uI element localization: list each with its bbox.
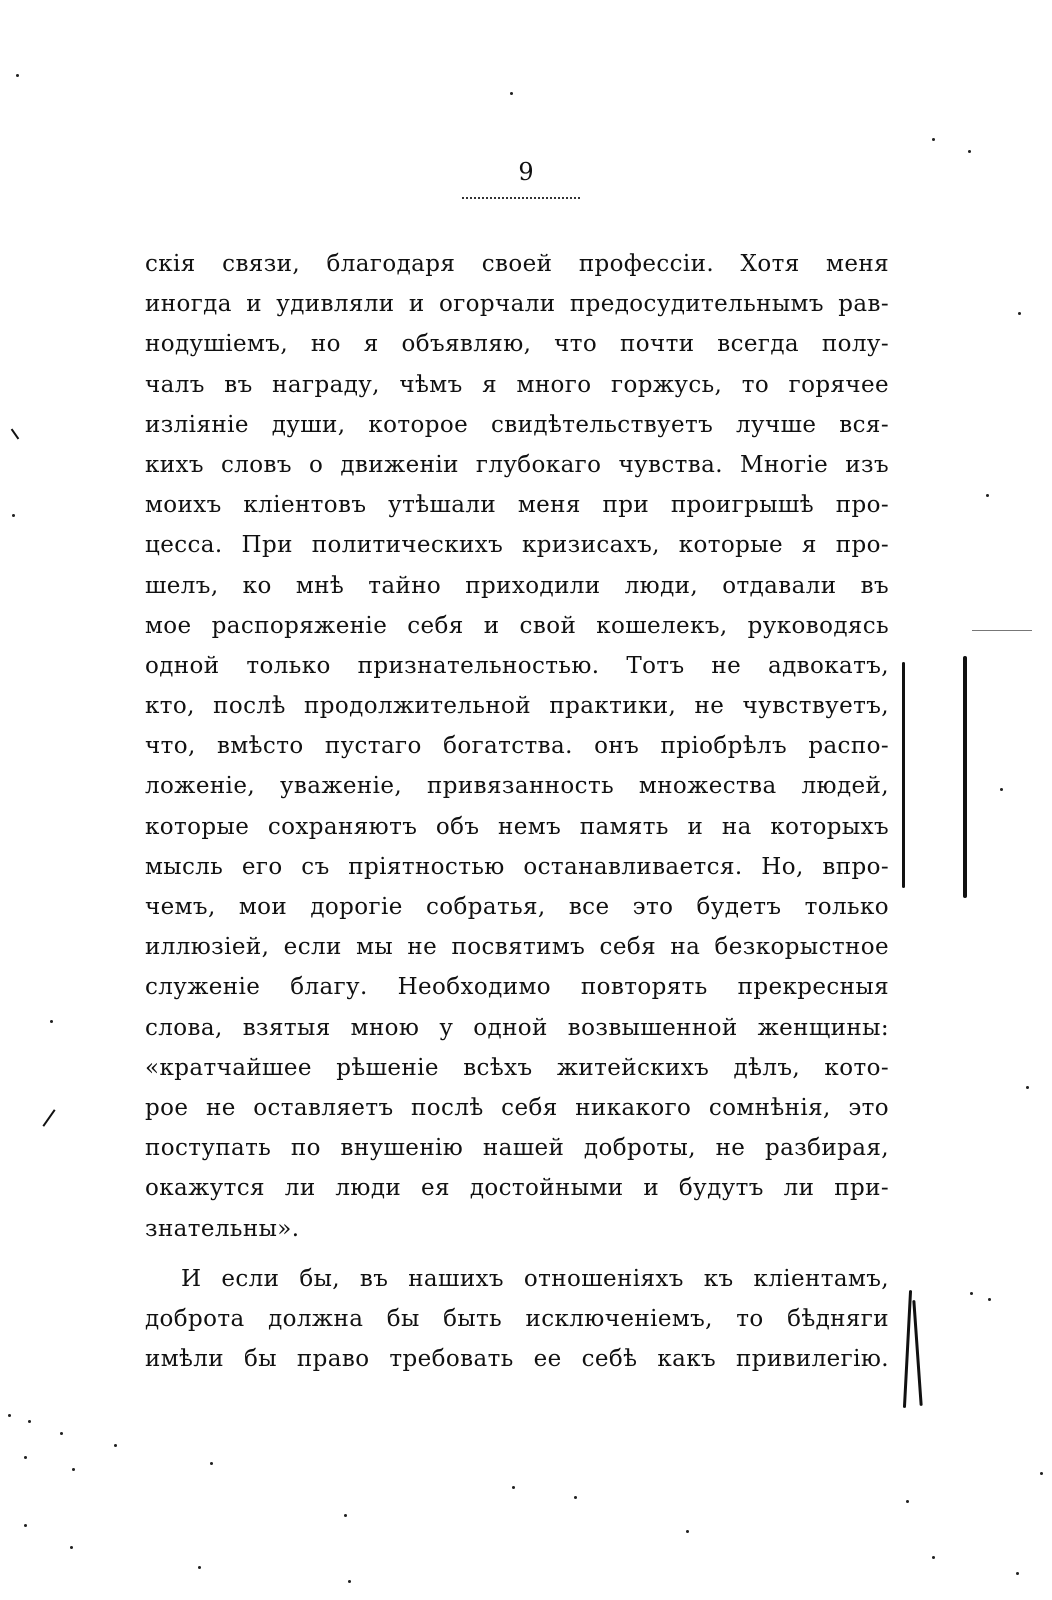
text-line: рое не оставляетъ послѣ себя никакого сомнѣнія, это: [145, 1094, 889, 1121]
page-number: 9: [518, 158, 534, 186]
scan-speck: [1000, 788, 1003, 791]
scan-speck: [574, 1496, 577, 1499]
margin-mark-dash: [972, 630, 1032, 631]
margin-mark-tick: [42, 1109, 55, 1127]
scan-speck: [686, 1530, 689, 1533]
text-line: окажутся ли люди ея достойными и будутъ ли при-: [145, 1175, 889, 1202]
text-line: мысль его съ пріятностью останавливается. Но, впро-: [145, 853, 889, 880]
text-line: кихъ словъ о движеніи глубокаго чувства. Многіе изъ: [145, 451, 889, 478]
scan-speck: [8, 1414, 11, 1417]
scan-speck: [348, 1580, 351, 1583]
scan-speck: [50, 1020, 53, 1023]
page-number-rule: [462, 197, 580, 199]
text-line: слова, взятыя мною у одной возвышенной женщины:: [145, 1014, 889, 1041]
text-line: нодушіемъ, но я объявляю, что почти всегда полу-: [145, 331, 889, 358]
text-line: «кратчайшее рѣшеніе всѣхъ житейскихъ дѣлъ, кото-: [145, 1054, 889, 1081]
scan-speck: [70, 1546, 73, 1549]
paragraph-2: [145, 1259, 889, 1380]
scan-speck: [344, 1514, 347, 1517]
text-line: моихъ кліентовъ утѣшали меня при проигрышѣ про-: [145, 492, 889, 519]
scan-speck: [1026, 1086, 1029, 1089]
margin-mark-line: [903, 1290, 912, 1408]
text-line: иллюзіей, если мы не посвятимъ себя на безкорыстное: [145, 934, 889, 961]
scan-speck: [12, 514, 15, 517]
scan-speck: [512, 1486, 515, 1489]
text-line: поступать по внушенію нашей доброты, не разбирая,: [145, 1135, 889, 1162]
scan-speck: [72, 1468, 75, 1471]
scan-speck: [60, 1432, 63, 1435]
text-line: доброта должна бы быть исключеніемъ, то бѣдняги: [145, 1305, 889, 1332]
text-line: ложеніе, уваженіе, привязанность множества людей,: [145, 773, 889, 800]
scan-speck: [932, 1556, 935, 1559]
scan-speck: [1016, 1572, 1019, 1575]
text-line: чалъ въ награду, чѣмъ я много горжусь, то горячее: [145, 371, 889, 398]
text-line: кто, послѣ продолжительной практики, не чувствуетъ,: [145, 693, 889, 720]
margin-mark-tick: [11, 429, 20, 440]
text-line: И если бы, въ нашихъ отношеніяхъ къ кліентамъ,: [181, 1265, 889, 1292]
text-line: иногда и удивляли и огорчали предосудительнымъ рав-: [145, 291, 889, 318]
scan-speck: [932, 138, 935, 141]
scan-speck: [198, 1566, 201, 1569]
scan-speck: [906, 1500, 909, 1503]
scan-speck: [988, 1298, 991, 1301]
paragraph-1: [145, 244, 889, 1249]
text-line: цесса. При политическихъ кризисахъ, которые я про-: [145, 532, 889, 559]
scan-speck: [1018, 312, 1021, 315]
text-line: чемъ, мои дорогіе собратья, все это будетъ только: [145, 894, 889, 920]
scan-speck: [28, 1420, 31, 1423]
text-line: одной только признательностью. Тотъ не адвокатъ,: [145, 652, 889, 679]
margin-mark-line: [912, 1300, 922, 1406]
text-line: имѣли бы право требовать ее себѣ какъ привилегію.: [145, 1346, 889, 1373]
text-body: [145, 244, 889, 1379]
text-line: знательны».: [145, 1215, 300, 1242]
text-line: что, вмѣсто пустаго богатства. онъ пріобрѣлъ распо-: [145, 733, 889, 760]
scan-speck: [986, 494, 989, 497]
text-line: скія связи, благодаря своей профессіи. Хотя меня: [145, 251, 889, 277]
scan-speck: [114, 1444, 117, 1447]
text-line: мое распоряженіе себя и свой кошелекъ, руководясь: [145, 612, 889, 639]
scan-speck: [24, 1456, 27, 1459]
scan-speck: [1040, 1472, 1043, 1475]
scan-speck: [16, 74, 19, 77]
text-line: служеніе благу. Необходимо повторять прекресныя: [145, 974, 889, 1001]
scan-speck: [970, 1292, 973, 1295]
margin-mark-line: [963, 656, 967, 898]
paragraph-gap: [145, 1249, 889, 1259]
text-line: изліяніе души, которое свидѣтельствуетъ лучше вся-: [145, 411, 889, 438]
scan-speck: [510, 92, 513, 95]
margin-mark-bracket: [902, 662, 905, 888]
text-line: которые сохраняютъ объ немъ память и на которыхъ: [145, 813, 889, 840]
scan-speck: [968, 150, 971, 153]
text-line: шелъ, ко мнѣ тайно приходили люди, отдавали въ: [145, 572, 889, 599]
scan-speck: [24, 1524, 27, 1527]
scan-speck: [210, 1462, 213, 1465]
